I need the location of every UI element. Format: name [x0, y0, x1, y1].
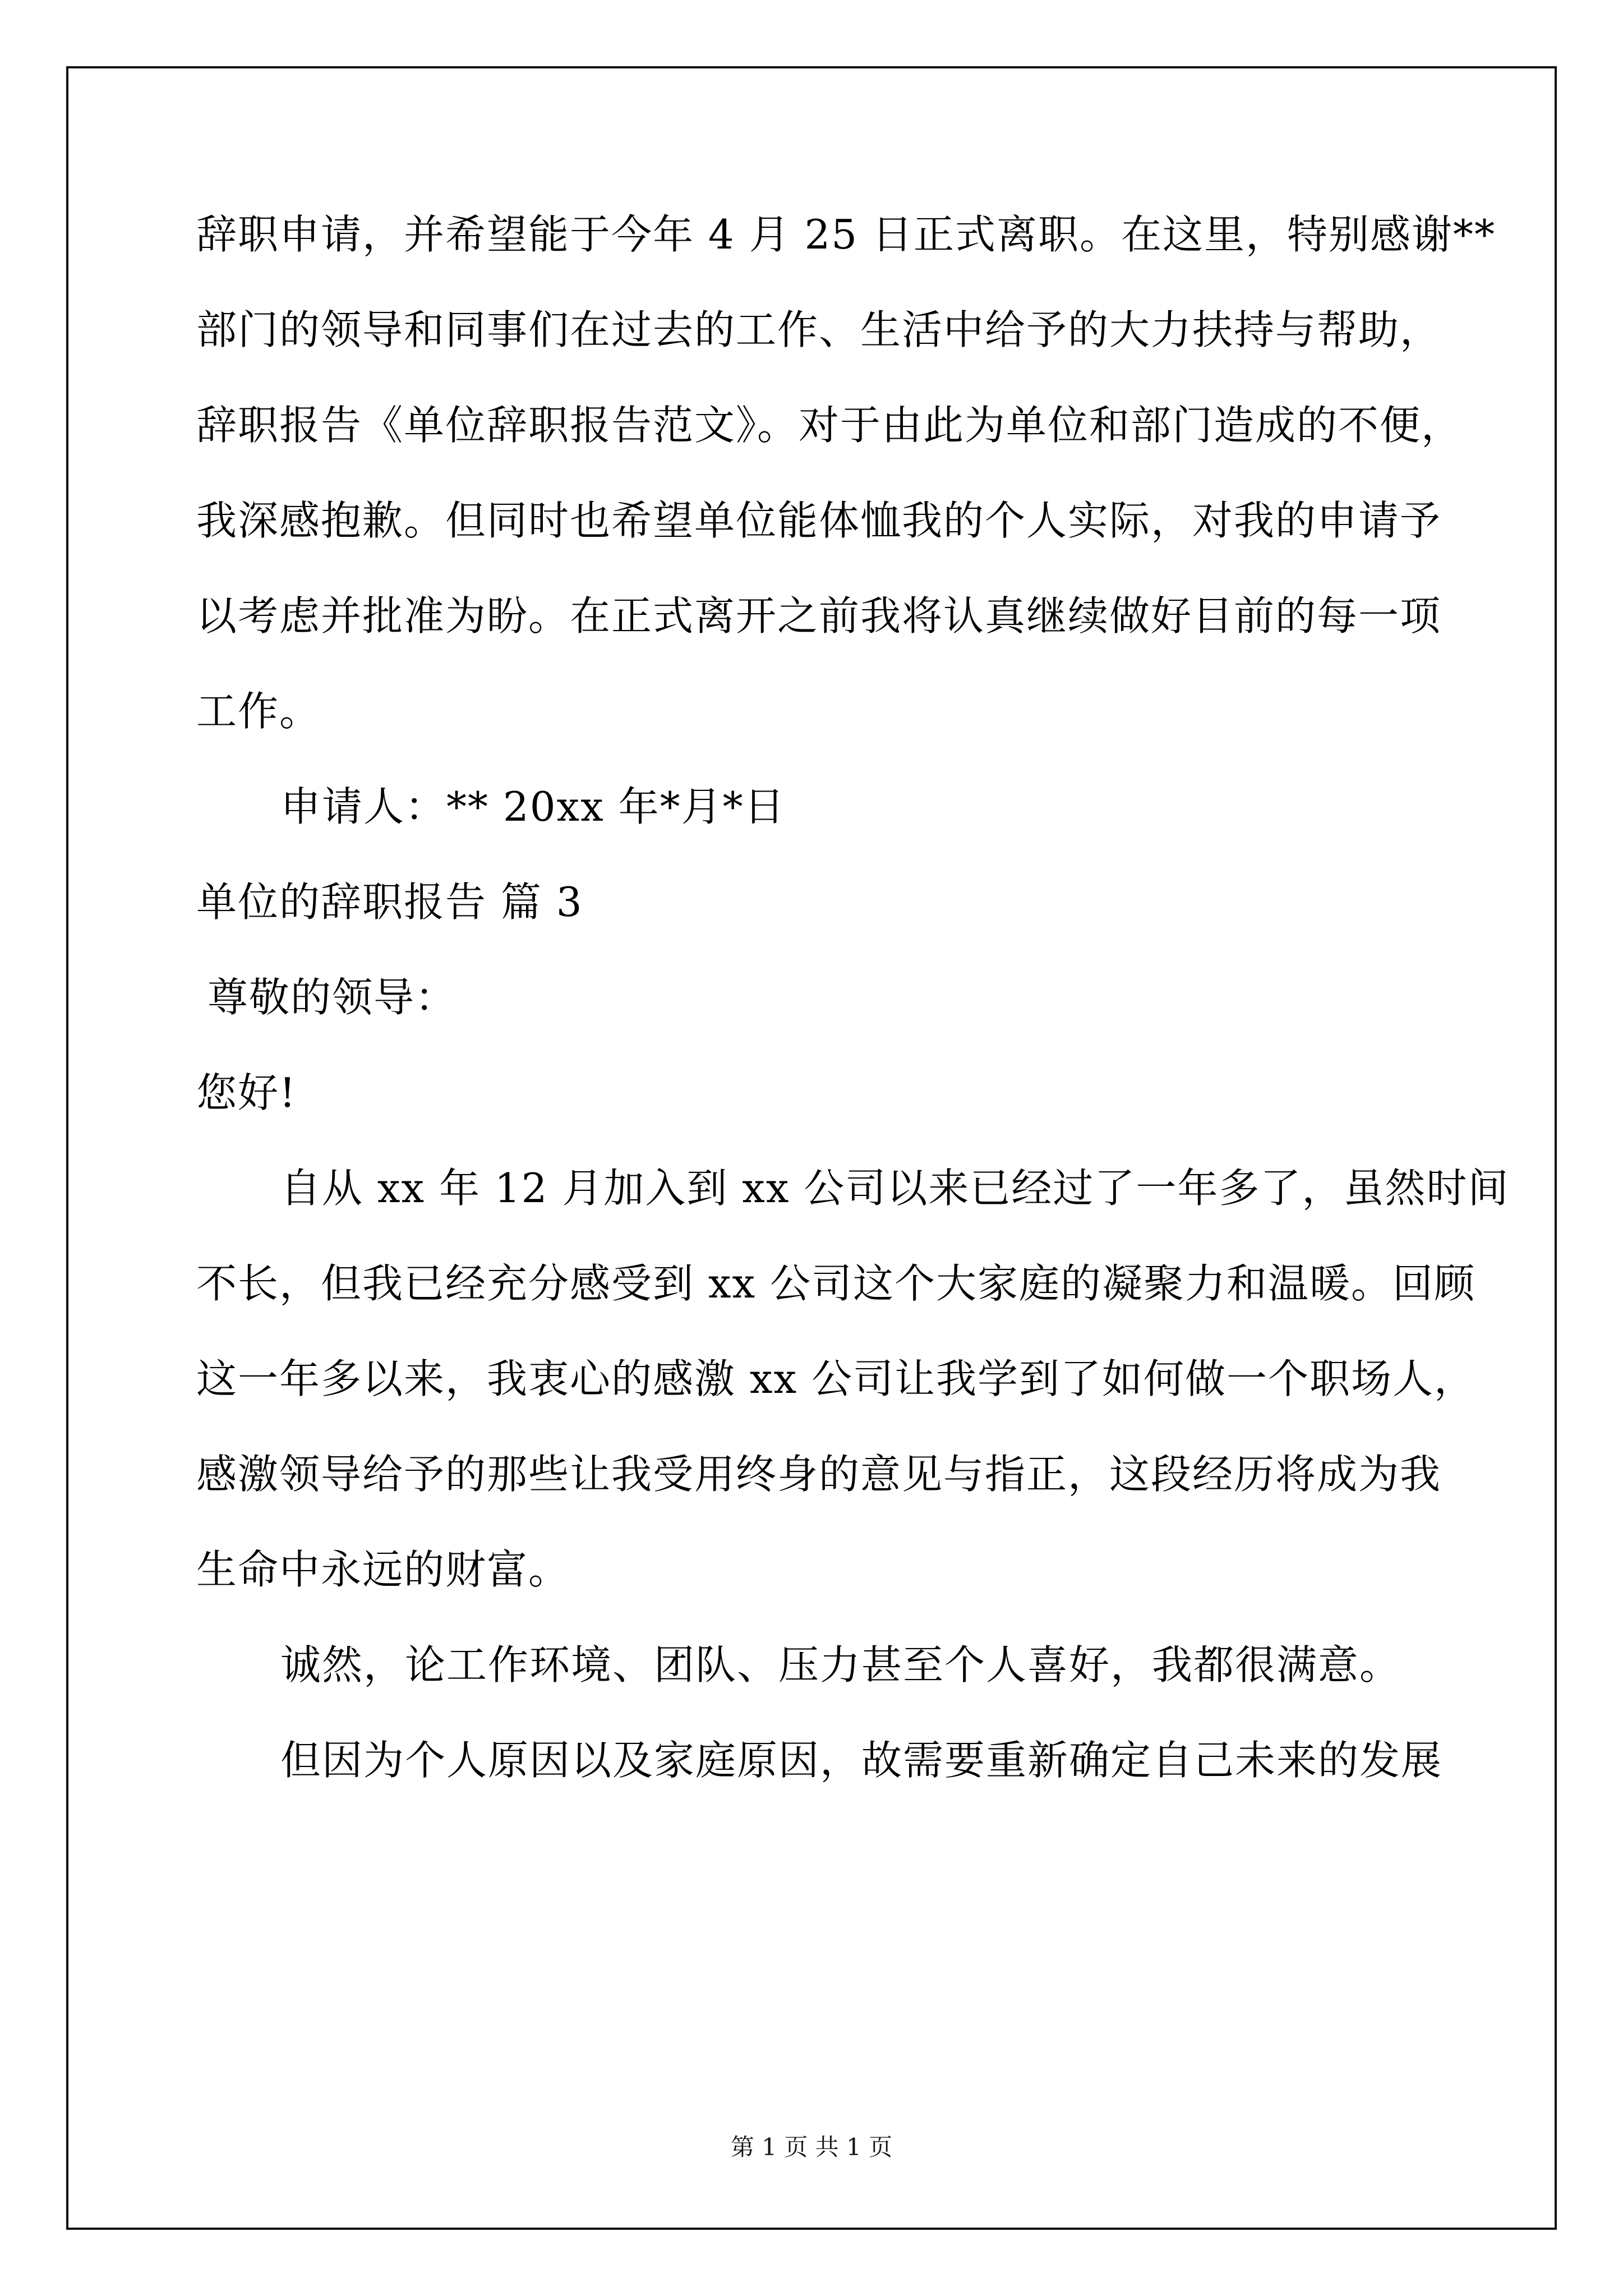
text-line: 辞职报告《单位辞职报告范文》。对于由此为单位和部门造成的不便， — [196, 402, 1463, 449]
page-border — [66, 66, 1557, 2230]
text-line: 以考虑并批准为盼。在正式离开之前我将认真继续做好目前的每一项 — [196, 592, 1442, 639]
text-line: 感激领导给予的那些让我受用终身的意见与指正，这段经历将成为我 — [196, 1451, 1442, 1498]
text-line: 部门的领导和同事们在过去的工作、生活中给予的大力扶持与帮助， — [196, 306, 1442, 353]
text-line: 诚然，论工作环境、团队、压力甚至个人喜好，我都很满意。 — [280, 1641, 1401, 1688]
text-line: 我深感抱歉。但同时也希望单位能体恤我的个人实际，对我的申请予 — [196, 497, 1442, 544]
text-line: 但因为个人原因以及家庭原因，故需要重新确定自己未来的发展 — [280, 1737, 1443, 1784]
text-line: 不长，但我已经充分感受到 xx 公司这个大家庭的凝聚力和温暖。回顾 — [196, 1260, 1476, 1307]
text-line: 辞职申请，并希望能于今年 4 月 25 日正式离职。在这里，特别感谢** — [196, 211, 1496, 258]
signature-line: 申请人：** 20xx 年*月*日 — [280, 783, 786, 830]
text-line: 工作。 — [196, 688, 321, 735]
section-heading: 单位的辞职报告 篇 3 — [196, 878, 583, 926]
text-line: 自从 xx 年 12 月加入到 xx 公司以来已经过了一年多了，虽然时间 — [280, 1165, 1510, 1212]
text-line: 这一年多以来，我衷心的感激 xx 公司让我学到了如何做一个职场人， — [196, 1355, 1476, 1402]
greeting: 您好! — [196, 1069, 297, 1116]
page-footer: 第 1 页 共 1 页 — [730, 2133, 893, 2161]
text-line: 生命中永远的财富。 — [196, 1546, 570, 1593]
salutation: 尊敬的领导： — [208, 974, 457, 1021]
